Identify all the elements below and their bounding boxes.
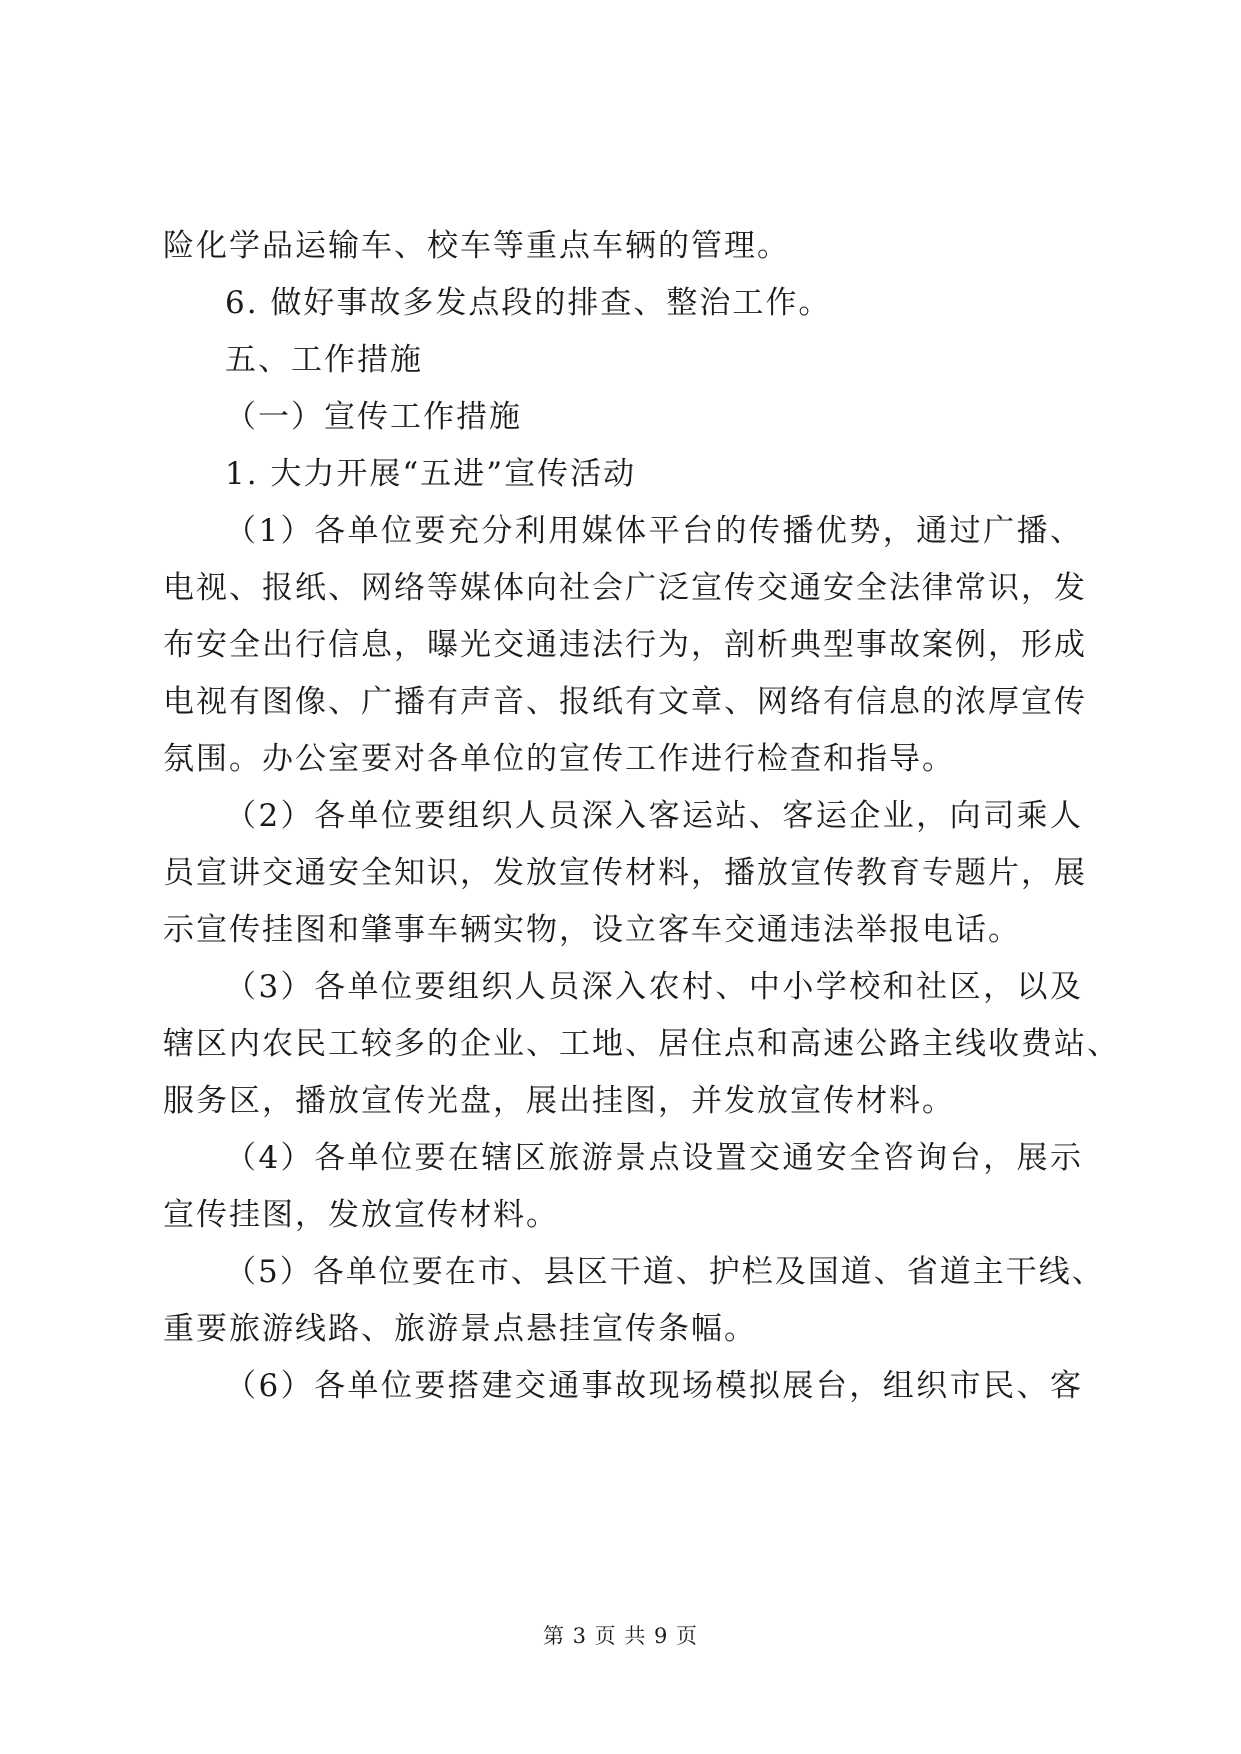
subsection-heading: （一）宣传工作措施 (225, 399, 522, 435)
text-line: 辖区内农民工较多的企业、工地、居住点和高速公路主线收费站、 (163, 1026, 1120, 1062)
text-line: （6）各单位要搭建交通事故现场模拟展台，组织市民、客 (225, 1368, 1083, 1404)
text-line: 氛围。办公室要对各单位的宣传工作进行检查和指导。 (163, 741, 955, 777)
text-line: 员宣讲交通安全知识，发放宣传材料，播放宣传教育专题片，展 (163, 855, 1087, 891)
text-line: 服务区，播放宣传光盘，展出挂图，并发放宣传材料。 (163, 1083, 955, 1119)
text-line: （2）各单位要组织人员深入客运站、客运企业，向司乘人 (225, 798, 1083, 834)
text-line: 险化学品运输车、校车等重点车辆的管理。 (163, 228, 790, 264)
text-line: （3）各单位要组织人员深入农村、中小学校和社区，以及 (225, 969, 1083, 1005)
text-line: 宣传挂图，发放宣传材料。 (163, 1197, 559, 1233)
section-heading: 五、工作措施 (225, 342, 423, 378)
text-line: （1）各单位要充分利用媒体平台的传播优势，通过广播、 (225, 513, 1083, 549)
text-line: 电视有图像、广播有声音、报纸有文章、网络有信息的浓厚宣传 (163, 684, 1087, 720)
text-line: 6. 做好事故多发点段的排查、整治工作。 (225, 285, 832, 321)
text-line: 布安全出行信息，曝光交通违法行为，剖析典型事故案例，形成 (163, 627, 1087, 663)
text-line: （5）各单位要在市、县区干道、护栏及国道、省道主干线、 (225, 1254, 1105, 1290)
text-line: 重要旅游线路、旅游景点悬挂宣传条幅。 (163, 1311, 757, 1347)
text-line: 示宣传挂图和肇事车辆实物，设立客车交通违法举报电话。 (163, 912, 1021, 948)
text-line: （4）各单位要在辖区旅游景点设置交通安全咨询台，展示 (225, 1140, 1083, 1176)
item-heading: 1. 大力开展“五进”宣传活动 (225, 456, 637, 492)
page-footer: 第 3 页 共 9 页 (542, 1624, 699, 1648)
text-line: 电视、报纸、网络等媒体向社会广泛宣传交通安全法律常识，发 (163, 570, 1087, 606)
